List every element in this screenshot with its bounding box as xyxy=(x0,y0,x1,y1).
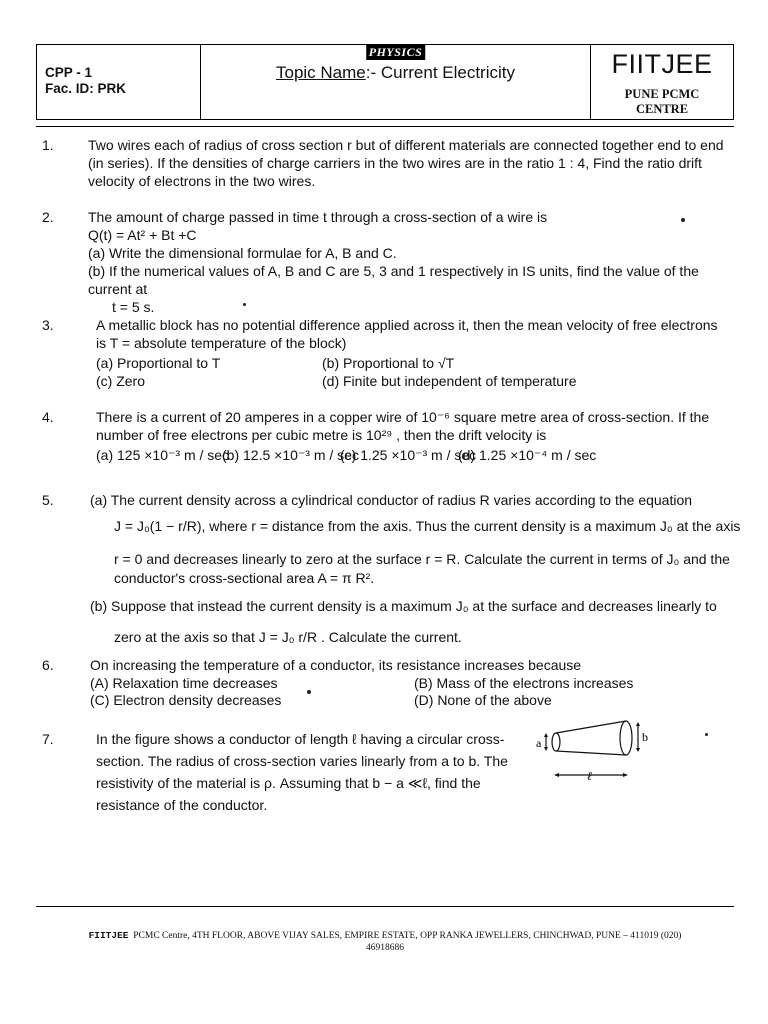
option-b: (b) Proportional to √T xyxy=(322,355,455,371)
centre-line2: CENTRE xyxy=(635,102,689,116)
question-text: There is a current of 20 amperes in a copper wire of 10⁻⁶ square metre area of cross-section. If the xyxy=(96,409,710,425)
faculty-id: Fac. ID: PRK xyxy=(45,81,127,96)
footer-line2: 46918686 xyxy=(366,943,404,953)
question-text: Two wires each of radius of cross section r but of different materials are connected together end to end xyxy=(88,137,724,153)
footer-line1 xyxy=(40,930,730,942)
question-number: 3. xyxy=(42,317,54,333)
question-number: 2. xyxy=(42,209,54,225)
centre-name xyxy=(591,87,733,117)
question-number: 5. xyxy=(42,492,54,508)
question-text: resistivity of the material is ρ. Assuming that b − a ≪ℓ, find the xyxy=(96,775,481,791)
conductor-bottom-edge xyxy=(556,751,626,755)
scan-speck xyxy=(307,690,311,694)
header-mid-cell xyxy=(201,45,591,119)
question-text: velocity of electrons in the two wires. xyxy=(88,173,316,189)
label-a: a xyxy=(536,736,542,750)
footer-address-text: PCMC Centre, 4TH FLOOR, ABOVE VIJAY SALES, EMPIRE ESTATE, OPP RANKA JEWELLERS, CHINCHWAD, PUNE – 411019 (020) xyxy=(133,931,682,941)
question-text: In the figure shows a conductor of length ℓ having a circular cross- xyxy=(96,731,505,747)
question-number: 1. xyxy=(42,137,54,153)
option-b: (B) Mass of the electrons increases xyxy=(414,675,634,691)
question-part-b: (b) Suppose that instead the current density is a maximum J₀ at the surface and decreases linearly to xyxy=(90,598,717,614)
question-text: conductor's cross-sectional area A = π R². xyxy=(114,570,375,586)
label-b: b xyxy=(642,730,648,744)
footer-divider xyxy=(36,906,734,907)
question-text: zero at the axis so that J = J₀ r/R . Calculate the current. xyxy=(114,629,462,645)
header-divider xyxy=(36,126,734,127)
footer-address xyxy=(40,930,730,954)
question-part-b: (b) If the numerical values of A, B and C are 5, 3 and 1 respectively in IS units, find the value of the xyxy=(88,263,699,279)
question-number: 4. xyxy=(42,409,54,425)
question-text: The amount of charge passed in time t through a cross-section of a wire is xyxy=(88,209,548,225)
cpp-label: CPP - 1 xyxy=(45,65,93,80)
centre-line1: PUNE PCMC xyxy=(624,87,700,101)
scan-speck xyxy=(681,218,685,222)
header-right-cell xyxy=(591,45,733,119)
conductor-top-edge xyxy=(556,721,626,733)
option-d: (D) None of the above xyxy=(414,692,552,708)
option-c: (C) Electron density decreases xyxy=(90,692,282,708)
option-c: (c) Zero xyxy=(96,373,145,389)
question-text: r = 0 and decreases linearly to zero at the surface r = R. Calculate the current in terms of J₀ and the xyxy=(114,551,730,567)
option-b: (b) 12.5 ×10⁻³ m / sec xyxy=(222,447,359,463)
question-part-a: (a) Write the dimensional formulae for A, B and C. xyxy=(88,245,397,261)
topic-value: :- Current Electricity xyxy=(365,63,515,82)
question-text: A metallic block has no potential difference applied across it, then the mean velocity of free electrons xyxy=(96,317,718,333)
question-text: On increasing the temperature of a conductor, its resistance increases because xyxy=(90,657,582,673)
topic-label: Topic Name xyxy=(275,63,366,82)
option-c: (c) 1.25 ×10⁻³ m / sec xyxy=(340,447,477,463)
footer-brand: FIITJEE xyxy=(88,930,129,941)
question-part-a: (a) The current density across a cylindrical conductor of radius R varies according to the equation xyxy=(90,492,693,508)
option-a: (A) Relaxation time decreases xyxy=(90,675,278,691)
option-d: (d) 1.25 ×10⁻⁴ m / sec xyxy=(458,447,597,463)
scan-speck xyxy=(705,733,708,736)
conductor-figure xyxy=(528,718,652,784)
question-text: (in series). If the densities of charge carriers in the two wires are in the ratio 1 : 4, Find the ratio drift xyxy=(88,155,702,171)
scan-speck xyxy=(243,303,246,306)
header-left-cell xyxy=(37,45,201,119)
question-text: current at xyxy=(88,281,148,297)
question-text: is T = absolute temperature of the block) xyxy=(96,335,347,351)
header-box xyxy=(36,44,734,120)
topic-name xyxy=(201,63,590,83)
option-d: (d) Finite but independent of temperature xyxy=(322,373,577,389)
equation: Q(t) = At² + Bt +C xyxy=(88,227,197,243)
left-end-ellipse xyxy=(552,733,560,751)
right-end-ellipse xyxy=(620,721,632,755)
question-text: t = 5 s. xyxy=(112,299,155,315)
question-text: J = J₀(1 − r/R), where r = distance from the axis. Thus the current density is a maximum J₀ at the axis xyxy=(114,518,741,534)
question-text: resistance of the conductor. xyxy=(96,797,268,813)
question-text: number of free electrons per cubic metre is 10²⁹ , then the drift velocity is xyxy=(96,427,547,443)
brand-logo-text: FIITJEE xyxy=(611,49,713,79)
label-length: ℓ xyxy=(587,769,592,783)
question-number: 7. xyxy=(42,731,54,747)
question-text: section. The radius of cross-section varies linearly from a to b. The xyxy=(96,753,508,769)
option-a: (a) Proportional to T xyxy=(96,355,221,371)
subject-label: PHYSICS xyxy=(366,45,426,60)
cpp-info xyxy=(45,65,126,97)
question-number: 6. xyxy=(42,657,54,673)
option-a: (a) 125 ×10⁻³ m / sec xyxy=(96,447,230,463)
